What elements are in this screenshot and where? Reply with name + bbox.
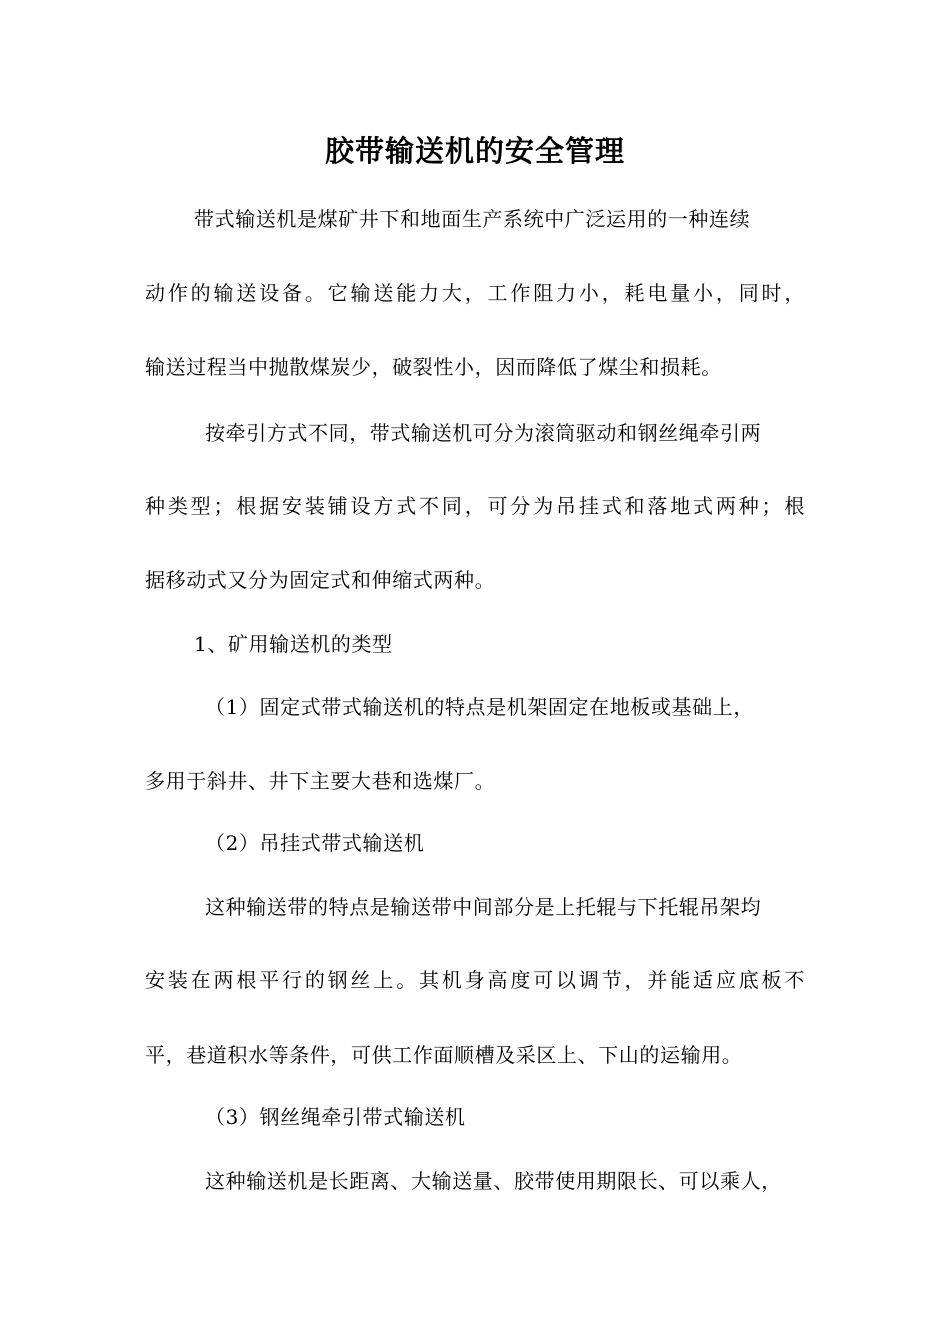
- paragraph-2-line-3: 据移动式又分为固定式和伸缩式两种。: [145, 568, 496, 592]
- paragraph-1-line-3: 输送过程当中抛散煤炭少，破裂性小，因而降低了煤尘和损耗。: [145, 355, 722, 379]
- subheading-2: （2）吊挂式带式输送机: [205, 831, 425, 855]
- document-title: 胶带输送机的安全管理: [324, 134, 625, 168]
- paragraph-2-line-1: 按牵引方式不同，带式输送机可分为滚筒驱动和钢丝绳牵引两: [205, 421, 762, 445]
- subheading-3: （3）钢丝绳牵引带式输送机: [205, 1105, 466, 1129]
- paragraph-4-line-3: 平，巷道积水等条件，可供工作面顺槽及采区上、下山的运输用。: [145, 1043, 743, 1067]
- paragraph-1-line-2: 动作的输送设备。它输送能力大，工作阻力小，耗电量小，同时，: [145, 281, 805, 305]
- paragraph-4-line-2: 安装在两根平行的钢丝上。其机身高度可以调节，并能适应底板不: [145, 968, 805, 992]
- paragraph-3-line-2: 多用于斜井、井下主要大巷和选煤厂。: [145, 769, 496, 793]
- paragraph-3-line-1: （1）固定式带式输送机的特点是机架固定在地板或基础上，: [205, 695, 754, 719]
- paragraph-2-line-2: 种类型；根据安装铺设方式不同，可分为吊挂式和落地式两种；根: [145, 494, 805, 518]
- paragraph-4-line-1: 这种输送带的特点是输送带中间部分是上托辊与下托辊吊架均: [205, 895, 762, 919]
- paragraph-1-line-1: 带式输送机是煤矿井下和地面生产系统中广泛运用的一种连续: [194, 207, 751, 231]
- paragraph-5-line-1: 这种输送机是长距离、大输送量、胶带使用期限长、可以乘人，: [205, 1169, 782, 1193]
- section-heading-1: 1、矿用输送机的类型: [194, 632, 393, 656]
